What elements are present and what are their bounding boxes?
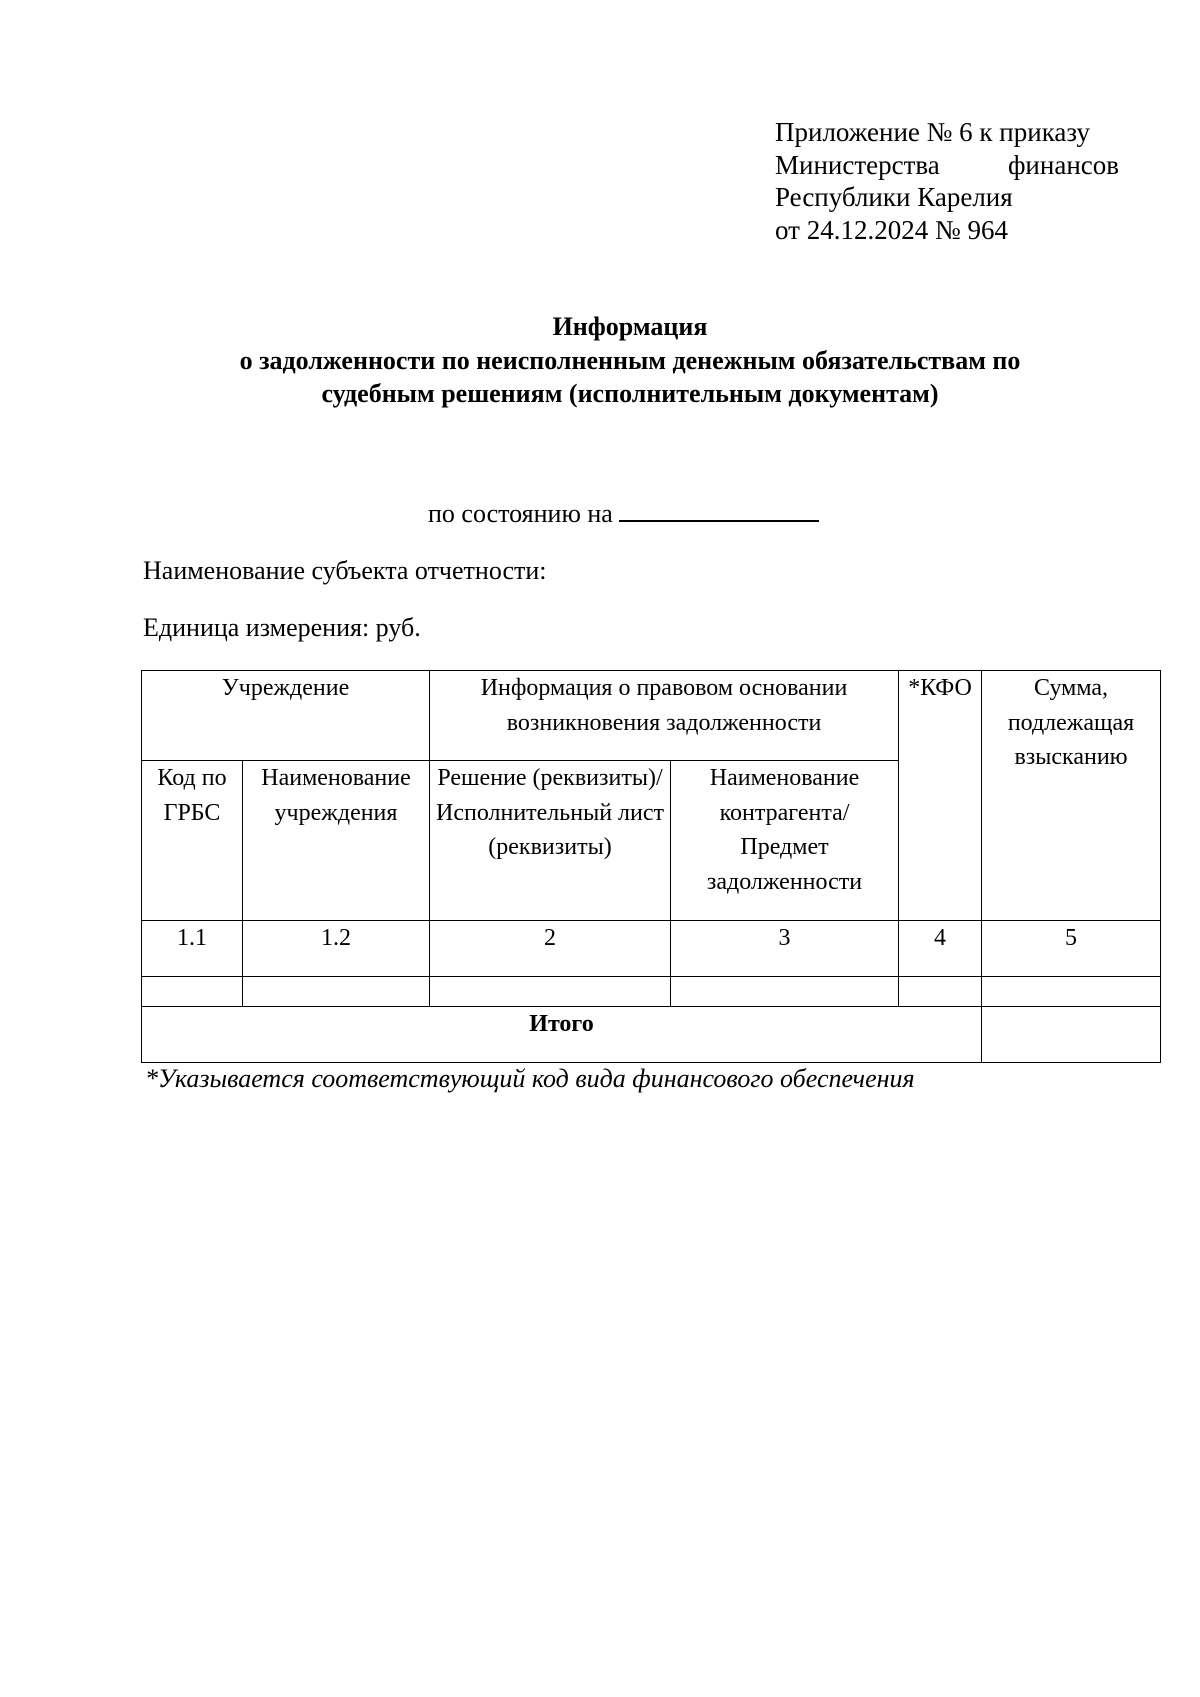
appendix-header xyxy=(775,116,1119,246)
column-number-cell: 5 xyxy=(982,921,1161,977)
header-institution-name: Наименование учреждения xyxy=(243,761,430,921)
debt-report-table xyxy=(141,670,1161,1063)
header-legal-basis-group: Информация о правовом основании возникновения задолженности xyxy=(430,671,899,761)
empty-cell xyxy=(243,977,430,1007)
state-date-line xyxy=(428,496,819,530)
appendix-line-3: Республики Карелия xyxy=(775,182,1013,212)
appendix-line-1: Приложение № 6 к приказу xyxy=(775,117,1090,147)
state-date-blank xyxy=(619,496,819,522)
title-line-2: о задолженности по неисполненным денежным обязательствам по xyxy=(239,345,1021,375)
empty-cell xyxy=(899,977,982,1007)
column-number-cell: 2 xyxy=(430,921,671,977)
document-title xyxy=(0,310,1200,411)
reporting-subject-label: Наименование субъекта отчетности: xyxy=(143,556,547,585)
header-institution-group: Учреждение xyxy=(142,671,430,761)
appendix-line-4: от 24.12.2024 № 964 xyxy=(775,214,1008,245)
total-label: Итого xyxy=(142,1007,982,1063)
empty-data-row xyxy=(142,977,1161,1007)
table-header-row-1 xyxy=(142,671,1161,761)
unit-of-measure-label: Единица измерения: руб. xyxy=(143,613,421,642)
state-date-label: по состоянию на xyxy=(428,499,613,528)
total-value-cell xyxy=(982,1007,1161,1063)
empty-cell xyxy=(430,977,671,1007)
header-counterparty: Наименование контрагента/ Предмет задолженности xyxy=(671,761,899,921)
total-row xyxy=(142,1007,1161,1063)
appendix-line-2-right: финансов xyxy=(1007,149,1119,180)
empty-cell xyxy=(142,977,243,1007)
appendix-line-2-left: Министерства xyxy=(775,149,940,180)
title-line-1: Информация xyxy=(552,312,708,341)
header-sum: Сумма, подлежащая взысканию xyxy=(982,671,1161,921)
header-decision: Решение (реквизиты)/ Исполнительный лист (реквизиты) xyxy=(430,761,671,921)
empty-cell xyxy=(671,977,899,1007)
title-line-3: судебным решениям (исполнительным документам) xyxy=(321,379,939,408)
empty-cell xyxy=(982,977,1161,1007)
column-numbers-row xyxy=(142,921,1161,977)
appendix-line-2 xyxy=(775,149,1119,182)
header-kfo: *КФО xyxy=(899,671,982,921)
footnote: *Указывается соответствующий код вида финансового обеспечения xyxy=(145,1064,915,1093)
column-number-cell: 1.1 xyxy=(142,921,243,977)
column-number-cell: 1.2 xyxy=(243,921,430,977)
header-grbs-code: Код по ГРБС xyxy=(142,761,243,921)
column-number-cell: 3 xyxy=(671,921,899,977)
column-number-cell: 4 xyxy=(899,921,982,977)
